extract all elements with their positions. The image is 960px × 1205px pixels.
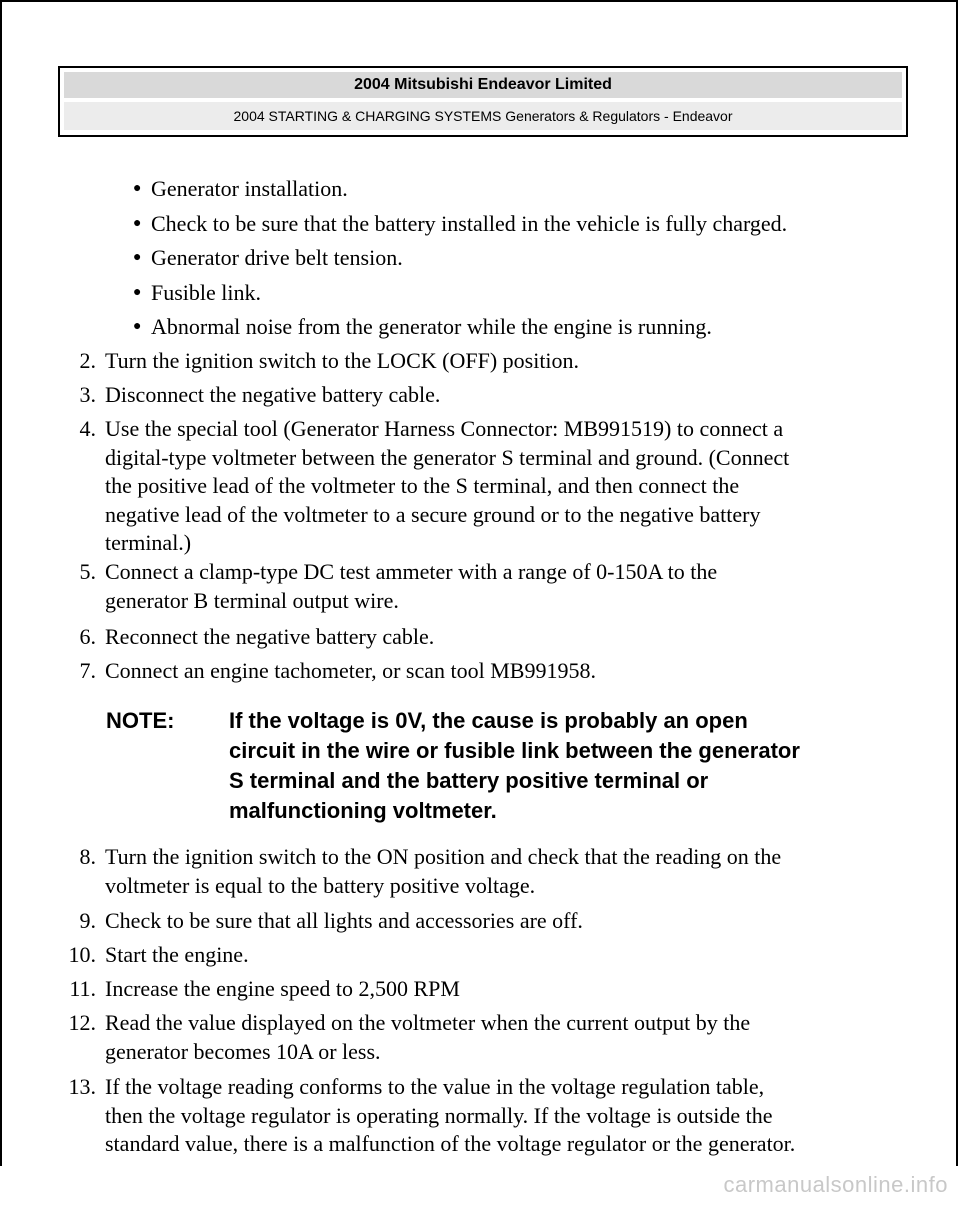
bullet-item: Check to be sure that the battery installed in the vehicle is fully charged. [151,211,788,236]
step-number: 13. [68,1074,96,1099]
bullet-icon: ● [133,250,142,265]
step-number: 6. [79,624,96,649]
note-label: NOTE: [106,708,175,733]
step-number: 4. [79,416,96,441]
step-text-line: Read the value displayed on the voltmeter when the current output by the [105,1010,751,1035]
document-header [58,66,908,137]
bullet-icon: ● [133,319,142,334]
bullet-icon: ● [133,181,142,196]
step-text-line: generator becomes 10A or less. [105,1038,381,1064]
step-text-line: terminal.) [105,530,192,555]
step-text-line: standard value, there is a malfunction of the voltage regulator or the generator. [105,1131,796,1156]
step-text-line: voltmeter is equal to the battery positive voltage. [105,872,536,898]
note-text-line: S terminal and the battery positive terminal or [229,768,709,793]
bullet-item: Generator installation. [151,176,348,201]
step-text-line: Turn the ignition switch to the ON position and check that the reading on the [105,844,782,869]
step-text-line: Check to be sure that all lights and accessories are off. [105,908,583,933]
bullet-icon: ● [133,216,142,231]
step-text-line: generator B terminal output wire. [105,587,399,613]
note-text-line: circuit in the wire or fusible link between the generator [229,738,800,763]
step-text-line: negative lead of the voltmeter to a secure ground or to the negative battery [105,501,761,527]
step-text-line: If the voltage reading conforms to the value in the voltage regulation table, [105,1074,765,1099]
bullet-item: Generator drive belt tension. [151,245,403,270]
header-subtitle: 2004 STARTING & CHARGING SYSTEMS Generators & Regulators - Endeavor [64,102,902,130]
step-number: 11. [69,976,96,1001]
step-number: 12. [68,1010,96,1035]
step-number: 10. [68,942,96,967]
header-title: 2004 Mitsubishi Endeavor Limited [64,72,902,100]
bullet-item: Abnormal noise from the generator while the engine is running. [151,314,712,339]
step-number: 3. [79,382,96,407]
bullet-item: Fusible link. [151,280,262,305]
step-text-line: Increase the engine speed to 2,500 RPM [105,976,460,1001]
watermark: carmanualsonline.info [723,1172,948,1197]
step-text-line: Disconnect the negative battery cable. [105,382,441,407]
step-number: 2. [79,348,96,373]
step-text-line: Connect an engine tachometer, or scan tool MB991958. [105,658,596,683]
step-text-line: Start the engine. [105,942,249,967]
step-text-line: then the voltage regulator is operating normally. If the voltage is outside the [105,1102,773,1128]
note-text-line: If the voltage is 0V, the cause is probably an open [229,708,748,733]
step-text-line: Connect a clamp-type DC test ammeter with a range of 0-150A to the [105,559,718,584]
note-text-line: malfunctioning voltmeter. [229,798,497,823]
step-number: 5. [79,559,96,584]
step-number: 7. [79,658,96,683]
step-text-line: the positive lead of the voltmeter to the S terminal, and then connect the [105,473,740,498]
step-text-line: Turn the ignition switch to the LOCK (OFF) position. [105,348,580,373]
step-text-line: Reconnect the negative battery cable. [105,624,435,649]
step-text-line: digital-type voltmeter between the generator S terminal and ground. (Connect [105,444,790,470]
bullet-icon: ● [133,285,142,300]
step-text-line: Use the special tool (Generator Harness Connector: MB991519) to connect a [105,416,784,441]
step-number: 8. [79,844,96,869]
step-number: 9. [79,908,96,933]
